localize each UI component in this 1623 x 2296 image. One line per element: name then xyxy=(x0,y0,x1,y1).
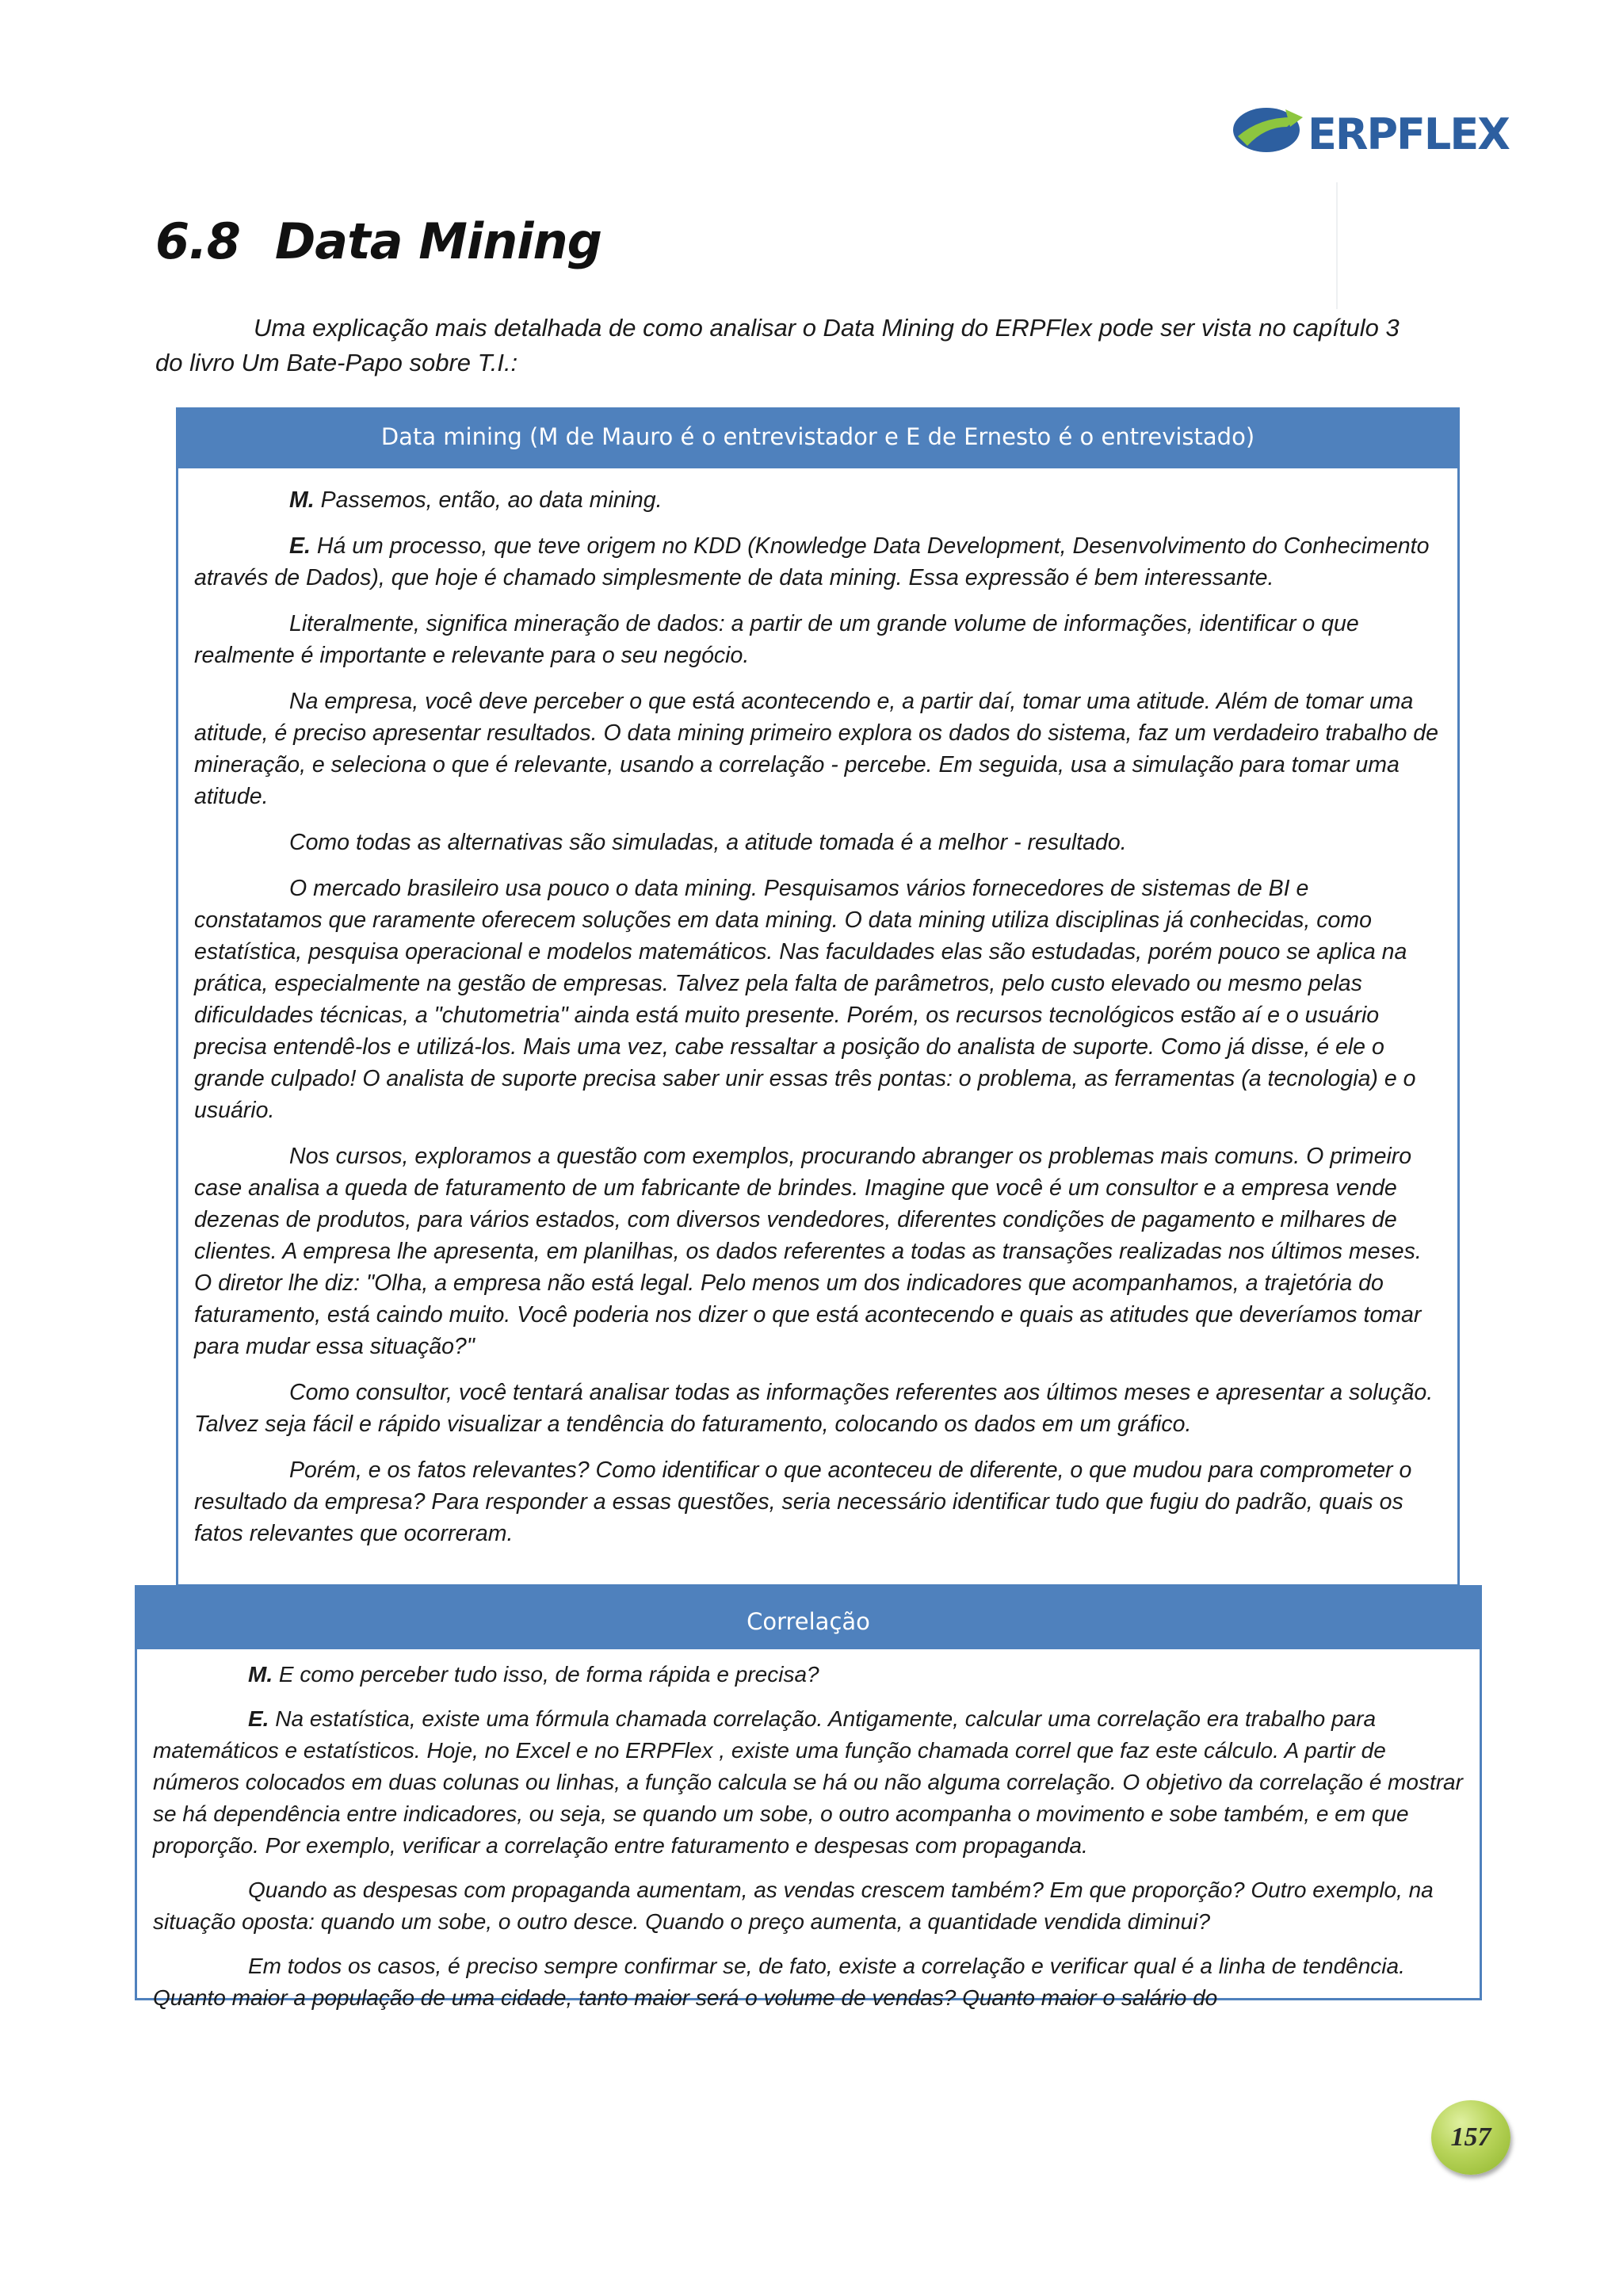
interview-paragraph xyxy=(194,484,1442,516)
interview-paragraph: Como consultor, você tentará analisar todas as informações referentes aos últimos meses e apresentar a solução. Talvez seja fácil e rápido visualizar a tendência do faturamento, colocando os dados em um gráfico. xyxy=(194,1380,1434,1437)
decorative-divider xyxy=(1336,182,1338,309)
interview-paragraph xyxy=(153,1659,1464,1690)
correlacao-box xyxy=(135,1585,1482,2010)
interview-paragraph xyxy=(194,530,1442,594)
correlacao-box-header: Correlação xyxy=(137,1587,1480,1649)
speaker-label: E. xyxy=(248,1706,269,1731)
correlacao-box-body xyxy=(137,1649,1480,2014)
intro-line-1: Uma explicação mais detalhada de como analisar o Data Mining do ERPFlex pode ser vista no capítulo 3 xyxy=(254,314,1400,342)
interview-paragraph: Como todas as alternativas são simuladas, a atitude tomada é a melhor - resultado. xyxy=(289,830,1127,855)
interview-paragraph: Literalmente, significa mineração de dados: a partir de um grande volume de informações, identificar o que realmente é importante e relevante para o seu negócio. xyxy=(194,611,1359,668)
intro-paragraph xyxy=(155,311,1484,380)
speaker-label: E. xyxy=(289,533,311,559)
intro-line-2: do livro Um Bate-Papo sobre T.I.: xyxy=(155,349,518,376)
interview-paragraph: O mercado brasileiro usa pouco o data mining. Pesquisamos vários fornecedores de sistemas de BI e constatamos que raramente oferecem soluções em data mining. O data mining utiliza disciplinas já conhecidas, como estatística, pesquisa operacional e modelos matemáticos. Nas faculdades elas são estudadas, porém pouco se aplica na prática, especialmente na gestão de empresas. Talvez pela falta de parâmetros, pelo custo elevado ou mesmo pelas dificuldades técnicas, a "chutometria" ainda está muito presente. Porém, os recursos tecnológicos estão aí e o usuário precisa entendê-los e utilizá-los. Mais uma vez, cabe ressaltar a posição do analista de suporte. Como já disse, é ele o grande culpado! O analista de suporte precisa saber unir essas três pontas: o problema, as ferramentas (a tecnologia) e o usuário. xyxy=(194,876,1416,1123)
interview-paragraph: Em todos os casos, é preciso sempre confirmar se, de fato, existe a correlação e verificar qual é a linha de tendência. Quanto maior a população de uma cidade, tanto maior será o volume de vendas? Quanto maior o salário do xyxy=(153,1954,1405,2010)
page-number: 157 xyxy=(1450,2122,1491,2152)
speaker-label: M. xyxy=(289,487,315,513)
paragraph-text: Na estatística, existe uma fórmula chamada correlação. Antigamente, calcular uma correlação era trabalho para matemáticos e estatísticos. Hoje, no Excel e no ERPFlex , existe uma função chamada correl que faz este cálculo. A partir de números colocados em duas colunas ou linhas, a função calcula se há ou não alguma correlação. O objetivo da correlação é mostrar se há dependência entre indicadores, ou seja, se quando um sobe, o outro acompanha o movimento e sobe também, e em que proporção. Por exemplo, verificar a correlação entre faturamento e despesas com propaganda. xyxy=(153,1706,1463,1858)
data-mining-box xyxy=(176,407,1460,1587)
interview-paragraph: Porém, e os fatos relevantes? Como identificar o que aconteceu de diferente, o que mudou para comprometer o resultado da empresa? Para responder a essas questões, seria necessário identificar tudo que fugiu do padrão, quais os fatos relevantes que ocorreram. xyxy=(194,1457,1412,1546)
speaker-label: M. xyxy=(248,1662,273,1687)
section-title-text: Data Mining xyxy=(274,212,602,270)
data-mining-box-header: Data mining (M de Mauro é o entrevistador e E de Ernesto é o entrevistado) xyxy=(178,410,1457,468)
interview-paragraph xyxy=(153,1703,1464,1862)
data-mining-box-body xyxy=(178,468,1457,1549)
logo-text: ERPFLEX xyxy=(1308,109,1509,159)
page-number-badge xyxy=(1431,2100,1510,2175)
interview-paragraph: Na empresa, você deve perceber o que está acontecendo e, a partir daí, tomar uma atitude. Além de tomar uma atitude, é preciso apresentar resultados. O data mining primeiro explora os dados do sistema, faz um verdadeiro trabalho de mineração, e seleciona o que é relevante, usando a correlação - percebe. Em seguida, usa a simulação para tomar uma atitude. xyxy=(194,689,1438,809)
paragraph-text: Passemos, então, ao data mining. xyxy=(314,487,663,513)
section-number: 6.8 xyxy=(155,212,240,270)
interview-paragraph: Nos cursos, exploramos a questão com exemplos, procurando abranger os problemas mais comuns. O primeiro case analisa a queda de faturamento de um fabricante de brindes. Imagine que você é um consultor e a empresa vende dezenas de produtos, para vários estados, com diversos vendedores, diferentes condições de pagamento e milhares de clientes. A empresa lhe apresenta, em planilhas, os dados referentes a todas as transações realizadas nos últimos meses. O diretor lhe diz: "Olha, a empresa não está legal. Pelo menos um dos indicadores que acompanhamos, a trajetória do faturamento, está caindo muito. Você poderia nos dizer o que está acontecendo e quais as atitudes que deveríamos tomar para mudar essa situação?" xyxy=(194,1144,1422,1359)
section-title xyxy=(155,212,601,270)
erpflex-logo xyxy=(1230,100,1509,163)
paragraph-text: Há um processo, que teve origem no KDD (Knowledge Data Development, Desenvolvimento do Conhecimento através de Dados), que hoje é chamado simplesmente de data mining. Essa expressão é bem interessante. xyxy=(194,533,1430,590)
interview-paragraph: Quando as despesas com propaganda aumentam, as vendas crescem também? Em que proporção? Outro exemplo, na situação oposta: quando um sobe, o outro desce. Quando o preço aumenta, a quantidade vendida diminui? xyxy=(153,1878,1434,1934)
paragraph-text: E como perceber tudo isso, de forma rápida e precisa? xyxy=(273,1662,819,1687)
